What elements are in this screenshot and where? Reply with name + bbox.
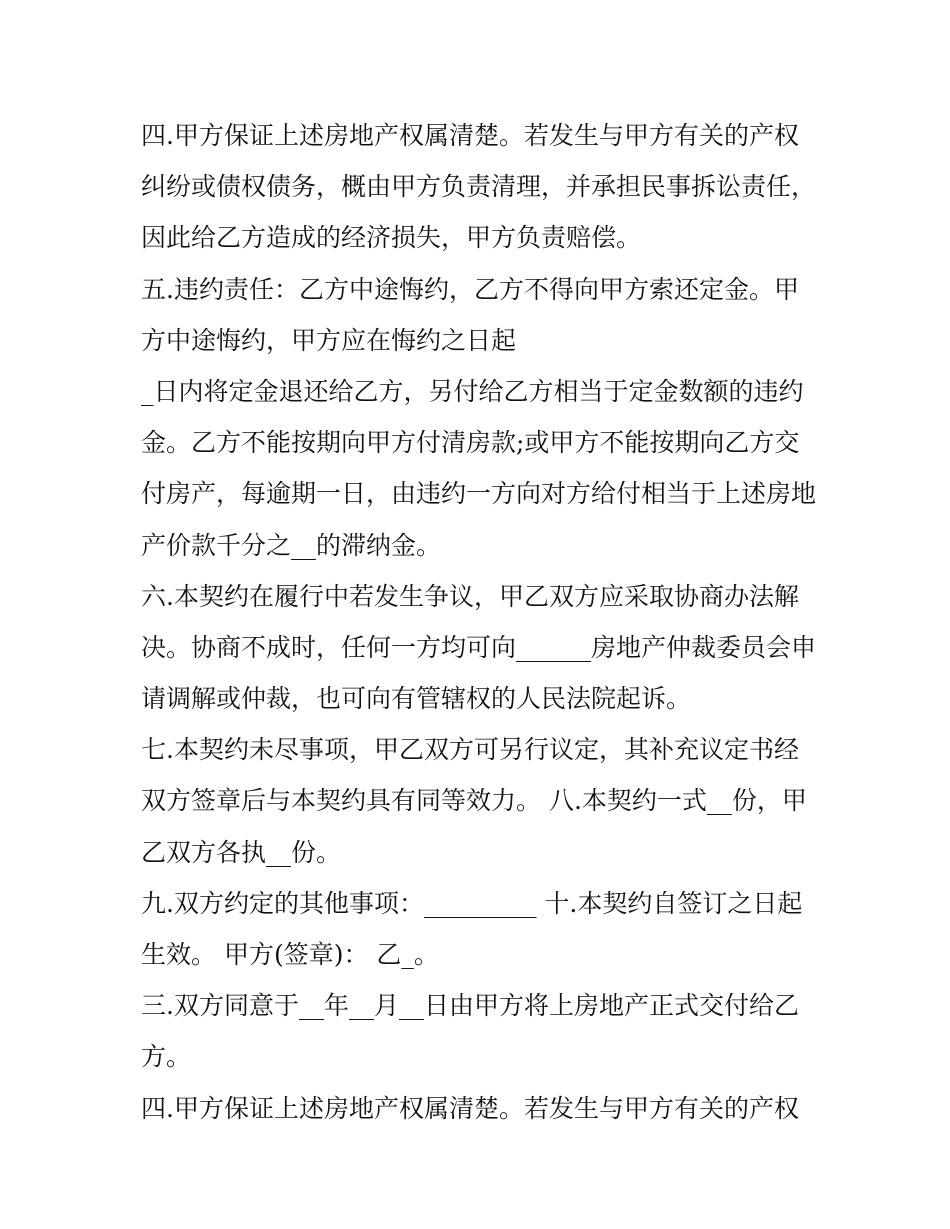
text-line: 决。协商不成时，任何一方均可向______房地产仲裁委员会申 xyxy=(141,632,817,662)
text-line: _日内将定金退还给乙方，另付给乙方相当于定金数额的违约 xyxy=(141,376,804,406)
text-line: 纠纷或债权债务，概由甲方负责清理，并承担民事拆讼责任， xyxy=(141,172,817,202)
text-line: 乙双方各执__份。 xyxy=(141,837,342,867)
text-line: 四.甲方保证上述房地产权属清楚。若发生与甲方有关的产权 xyxy=(141,1093,799,1123)
contract-text xyxy=(141,110,821,1134)
text-line: 六.本契约在履行中若发生争议，甲乙双方应采取协商办法解 xyxy=(141,581,799,611)
text-line: 四.甲方保证上述房地产权属清楚。若发生与甲方有关的产权 xyxy=(141,121,799,150)
text-line: 双方签章后与本契约具有同等效力。 八.本契约一式__份，甲 xyxy=(141,786,807,816)
text-line: 产价款千分之__的滞纳金。 xyxy=(141,530,442,560)
text-line: 方中途悔约，甲方应在悔约之日起 xyxy=(141,325,517,355)
text-line: 方。 xyxy=(141,1042,192,1072)
text-line: 七.本契约未尽事项，甲乙双方可另行议定，其补充议定书经 xyxy=(141,735,799,765)
text-line: 请调解或仲裁，也可向有管辖权的人民法院起诉。 xyxy=(141,684,692,714)
text-line: 九.双方约定的其他事项：_________ 十.本契约自签订之日起 xyxy=(141,888,803,918)
text-line: 三.双方同意于__年__月__日由甲方将上房地产正式交付给乙 xyxy=(141,991,799,1021)
text-line: 因此给乙方造成的经济损失，甲方负责赔偿。 xyxy=(141,223,642,253)
text-line: 生效。 甲方(签章)： 乙_。 xyxy=(141,940,439,969)
text-line: 付房产，每逾期一日，由违约一方向对方给付相当于上述房地 xyxy=(141,479,817,509)
text-line: 金。乙方不能按期向甲方付清房款;或甲方不能按期向乙方交 xyxy=(141,428,800,458)
text-line: 五.违约责任：乙方中途悔约，乙方不得向甲方索还定金。甲 xyxy=(141,274,799,304)
